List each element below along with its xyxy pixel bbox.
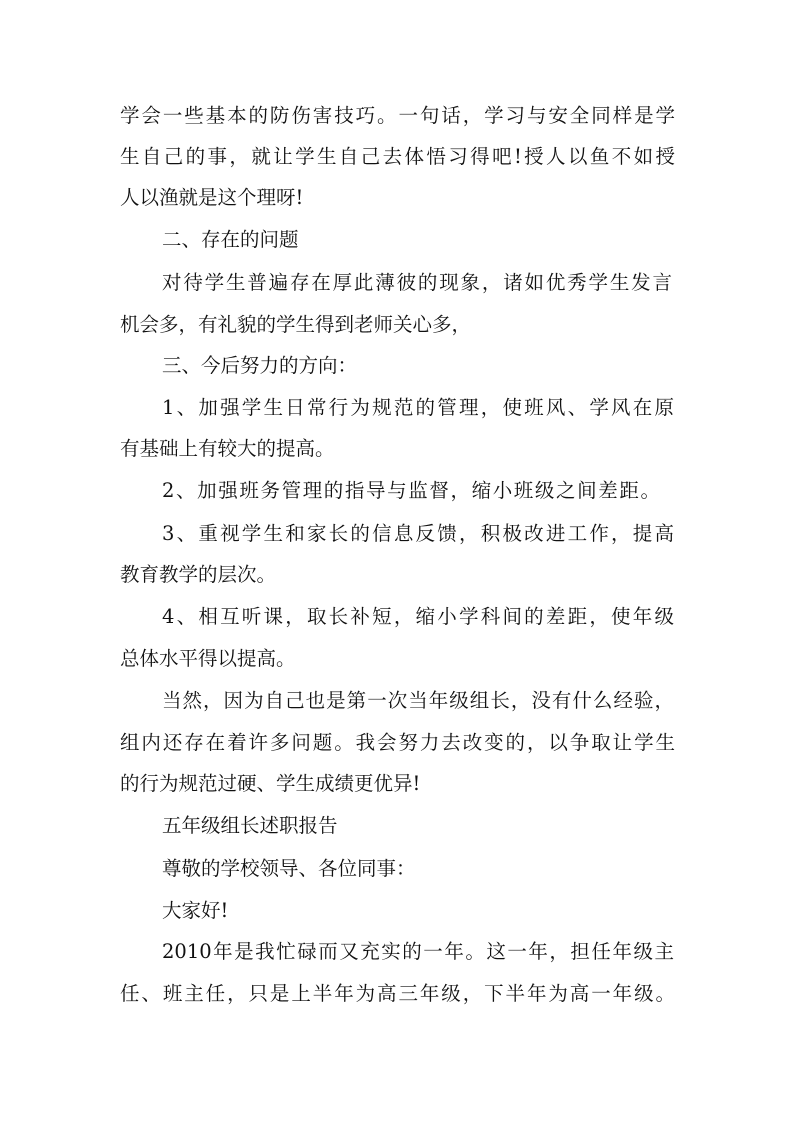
paragraph-line: 组内还存在着许多问题。我会努力去改变的，以争取让学生 — [120, 731, 675, 754]
list-item-line: 4、相互听课，取长补短，缩小学科间的差距，使年级 — [162, 605, 674, 628]
paragraph-line: 当然，因为自己也是第一次当年级组长，没有什么经验， — [162, 689, 674, 712]
section-heading: 二、存在的问题 — [162, 228, 299, 251]
salutation: 尊敬的学校领导、各位同事： — [162, 857, 416, 880]
report-title: 五年级组长述职报告 — [162, 814, 338, 837]
list-item-line: 总体水平得以提高。 — [120, 647, 296, 670]
paragraph-line: 任、班主任，只是上半年为高三年级，下半年为高一年级。 — [120, 982, 675, 1005]
paragraph-line: 对待学生普遍存在厚此薄彼的现象，诸如优秀学生发言 — [162, 271, 672, 294]
list-item-line: 教育教学的层次。 — [120, 563, 277, 586]
paragraph-line: 2010年是我忙碌而又充实的一年。这一年，担任年级主 — [162, 940, 674, 963]
paragraph-line: 机会多，有礼貌的学生得到老师关心多， — [120, 313, 472, 336]
paragraph-line: 学会一些基本的防伤害技巧。一句话，学习与安全同样是学 — [120, 104, 675, 127]
paragraph-line: 人以渔就是这个理呀! — [120, 186, 304, 209]
list-item-line: 2、加强班务管理的指导与监督，缩小班级之间差距。 — [162, 479, 660, 502]
paragraph-line: 生自己的事，就让学生自己去体悟习得吧!授人以鱼不如授 — [120, 145, 675, 168]
section-heading: 三、今后努力的方向： — [162, 354, 358, 377]
list-item-line: 1、加强学生日常行为规范的管理，使班风、学风在原 — [162, 396, 674, 419]
list-item-line: 3、重视学生和家长的信息反馈，积极改进工作，提高 — [162, 522, 674, 545]
list-item-line: 有基础上有较大的提高。 — [120, 437, 335, 460]
greeting: 大家好! — [162, 899, 229, 922]
paragraph-line: 的行为规范过硬、学生成绩更优异! — [120, 772, 421, 795]
